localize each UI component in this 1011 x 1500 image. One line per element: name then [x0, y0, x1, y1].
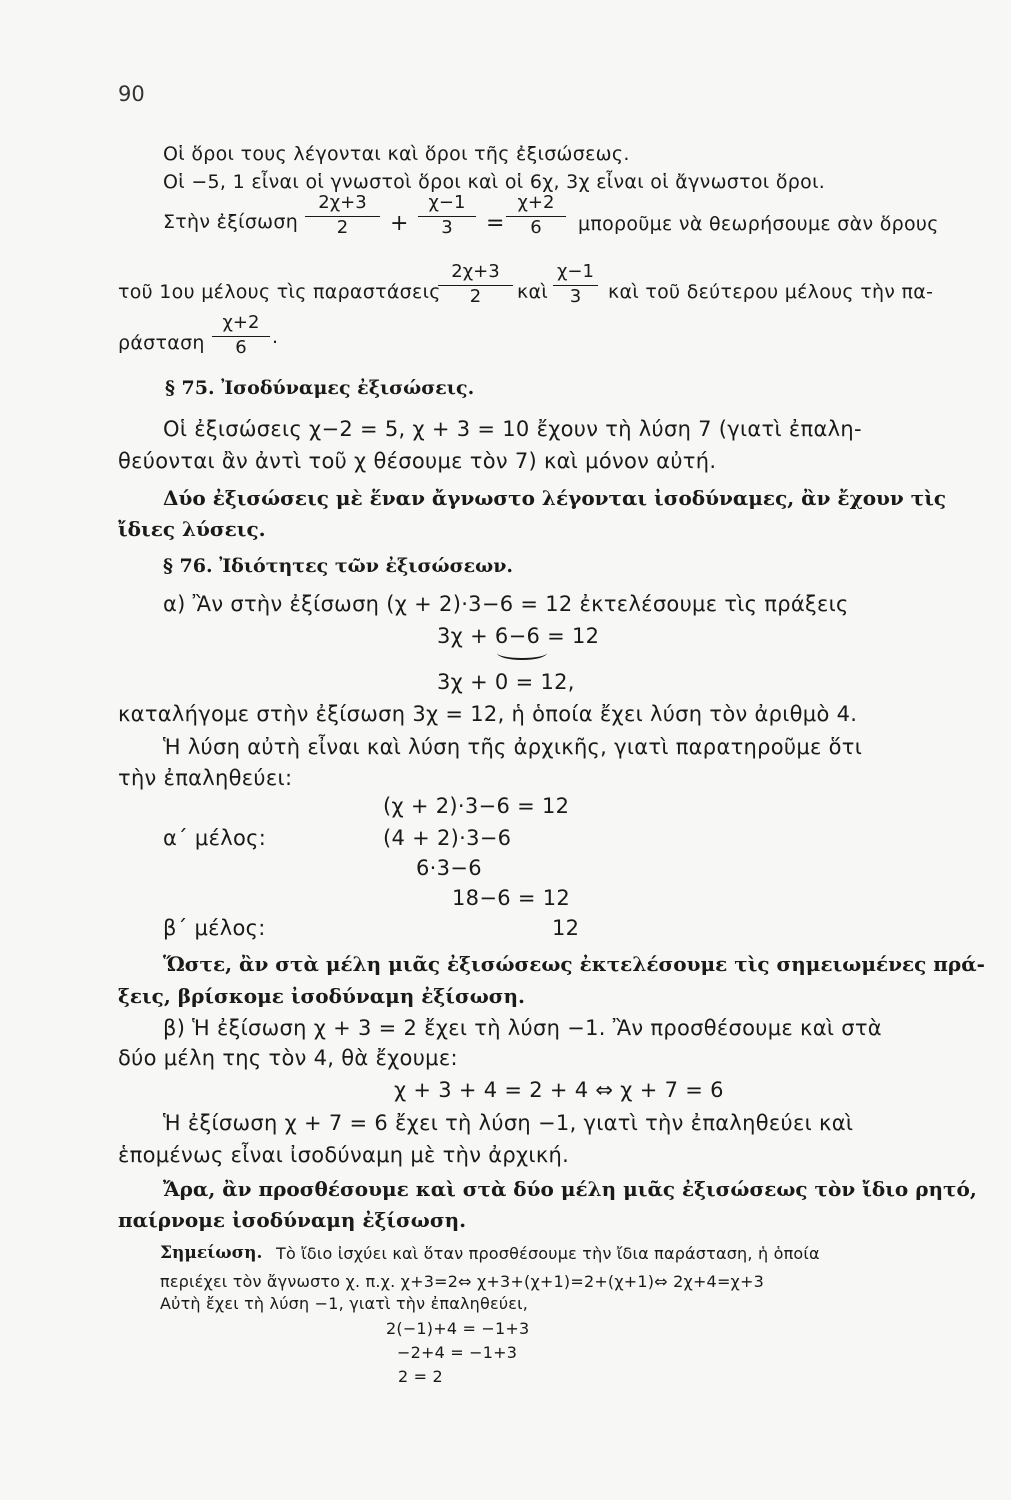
- property-b-line-2: δύο μέλη της τὸν 4, θὰ ἔχουμε:: [118, 1046, 458, 1070]
- verify-eq-3: 18−6 = 12: [452, 886, 571, 910]
- note-calc-1: 2(−1)+4 = −1+3: [386, 1319, 530, 1338]
- note-calc-3: 2 = 2: [398, 1367, 443, 1386]
- fraction-3-den: 6: [530, 217, 542, 238]
- note-calc-2: −2+4 = −1+3: [397, 1343, 518, 1362]
- line5-dot: .: [272, 326, 279, 348]
- section-75-p1-line-2: θεύονται ἂν ἀντὶ τοῦ χ θέσουμε τὸν 7) καὶ μόνον αὐτή.: [118, 449, 717, 473]
- property-a-line-1: α) Ἂν στὴν ἐξίσωση (χ + 2)·3−6 = 12 ἐκτελέσουμε τὶς πράξεις: [163, 592, 849, 616]
- property-b-line-3: Ἡ ἐξίσωση χ + 7 = 6 ἔχει τὴ λύση −1, γιατὶ τὴν ἐπαληθεύει καὶ: [163, 1111, 854, 1135]
- property-a-line-5: τὴν ἐπαληθεύει:: [118, 766, 293, 790]
- line4-mid: καὶ: [517, 281, 549, 303]
- fraction-2-num: χ−1: [418, 192, 476, 217]
- property-b-equation: χ + 3 + 4 = 2 + 4 ⇔ χ + 7 = 6: [394, 1078, 724, 1102]
- line4-suffix: καὶ τοῦ δεύτερου μέλους τὴν πα-: [608, 281, 934, 303]
- line5-fraction-num: χ+2: [212, 312, 270, 337]
- property-a-eq-1: 3χ + 6−6 = 12: [437, 624, 600, 648]
- verify-eq-2: 6·3−6: [416, 856, 482, 880]
- verify-eq-1: (4 + 2)·3−6: [383, 826, 512, 850]
- rule-1-line-1: Ὥστε, ἂν στὰ μέλη μιᾶς ἐξισώσεως ἐκτελέσουμε τὶς σημειωμένες πρά-: [163, 952, 985, 976]
- plus-sign: +: [390, 211, 409, 236]
- fraction-2-den: 3: [441, 217, 453, 238]
- section-75-p1-line-1: Οἱ ἐξισώσεις χ−2 = 5, χ + 3 = 10 ἔχουν τὴ λύση 7 (γιατὶ ἐπαλη-: [163, 417, 862, 441]
- line4-fraction-1: [438, 261, 513, 308]
- equals-sign: =: [486, 211, 505, 236]
- intro-line-1: Οἱ ὅροι τους λέγονται καὶ ὅροι τῆς ἐξισώσεως.: [163, 143, 630, 165]
- note-line-2: περιέχει τὸν ἄγνωστο χ. π.χ. χ+3=2⇔ χ+3+(χ+1)=2+(χ+1)⇔ 2χ+4=χ+3: [160, 1272, 764, 1291]
- definition-line-2: ἴδιες λύσεις.: [118, 517, 266, 541]
- line4-prefix: τοῦ 1ου μέλους τὶς παραστάσεις: [118, 281, 441, 303]
- rule-2-line-2: παίρνομε ἰσοδύναμη ἐξίσωση.: [118, 1208, 467, 1232]
- property-b-line-4: ἑπομένως εἶναι ἰσοδύναμη μὲ τὴν ἀρχική.: [118, 1143, 570, 1167]
- fraction-1: [305, 192, 380, 239]
- line4-fraction-1-den: 2: [469, 286, 482, 307]
- underbrace: [497, 646, 547, 660]
- verify-label-a: α΄ μέλος:: [163, 826, 267, 850]
- property-a-line-3: καταλήγομε στὴν ἐξίσωση 3χ = 12, ἡ ὁποία ἔχει λύση τὸν ἀριθμὸ 4.: [118, 702, 858, 726]
- intro-line-2: Οἱ −5, 1 εἶναι οἱ γνωστοὶ ὅροι καὶ οἱ 6χ, 3χ εἶναι οἱ ἄγνωστοι ὅροι.: [163, 171, 826, 193]
- property-b-line-1: β) Ἡ ἐξίσωση χ + 3 = 2 ἔχει τὴ λύση −1. Ἂν προσθέσουμε καὶ στὰ: [163, 1016, 882, 1040]
- eq-prefix: Στὴν ἐξίσωση: [163, 211, 299, 233]
- line5-prefix: ράσταση: [118, 332, 205, 354]
- eq-suffix: μποροῦμε νὰ θεωρήσουμε σὰν ὅρους: [578, 213, 939, 235]
- fraction-1-den: 2: [336, 217, 349, 238]
- line4-fraction-2: [553, 261, 598, 308]
- verify-eq-4: 12: [552, 916, 580, 940]
- fraction-3-num: χ+2: [506, 192, 566, 217]
- note-line-3: Αὐτὴ ἔχει τὴ λύση −1, γιατὶ τὴν ἐπαληθεύει,: [160, 1294, 529, 1313]
- rule-2-line-1: Ἄρα, ἂν προσθέσουμε καὶ στὰ δύο μέλη μιᾶς ἐξισώσεως τὸν ἴδιο ρητό,: [163, 1177, 977, 1201]
- page-number: 90: [118, 82, 145, 106]
- definition-line-1: Δύο ἐξισώσεις μὲ ἕναν ἄγνωστο λέγονται ἰσοδύναμες, ἂν ἔχουν τὶς: [163, 486, 947, 510]
- verify-label-b: β΄ μέλος:: [163, 916, 266, 940]
- line5-fraction: [212, 312, 270, 359]
- verify-eq-0: (χ + 2)·3−6 = 12: [383, 794, 570, 818]
- line4-fraction-2-num: χ−1: [553, 261, 598, 286]
- section-76-heading: § 76. Ἰδιότητες τῶν ἐξισώσεων.: [163, 555, 514, 577]
- property-a-eq-2: 3χ + 0 = 12,: [437, 670, 575, 694]
- fraction-1-num: 2χ+3: [305, 192, 380, 217]
- line4-fraction-2-den: 3: [569, 286, 582, 307]
- section-75-heading: § 75. Ἰσοδύναμες ἐξισώσεις.: [165, 377, 475, 399]
- fraction-3: [506, 192, 566, 239]
- rule-1-line-2: ξεις, βρίσκομε ἰσοδύναμη ἐξίσωση.: [118, 984, 525, 1008]
- line5-fraction-den: 6: [235, 337, 247, 358]
- note-label: Σημείωση.: [160, 1243, 263, 1263]
- property-a-line-4: Ἡ λύση αὐτὴ εἶναι καὶ λύση τῆς ἀρχικῆς, γιατὶ παρατηροῦμε ὅτι: [163, 735, 863, 759]
- line4-fraction-1-num: 2χ+3: [438, 261, 513, 286]
- note-line-1: Τὸ ἴδιο ἰσχύει καὶ ὅταν προσθέσουμε τὴν ἴδια παράσταση, ἡ ὁποία: [276, 1244, 820, 1263]
- fraction-2: [418, 192, 476, 239]
